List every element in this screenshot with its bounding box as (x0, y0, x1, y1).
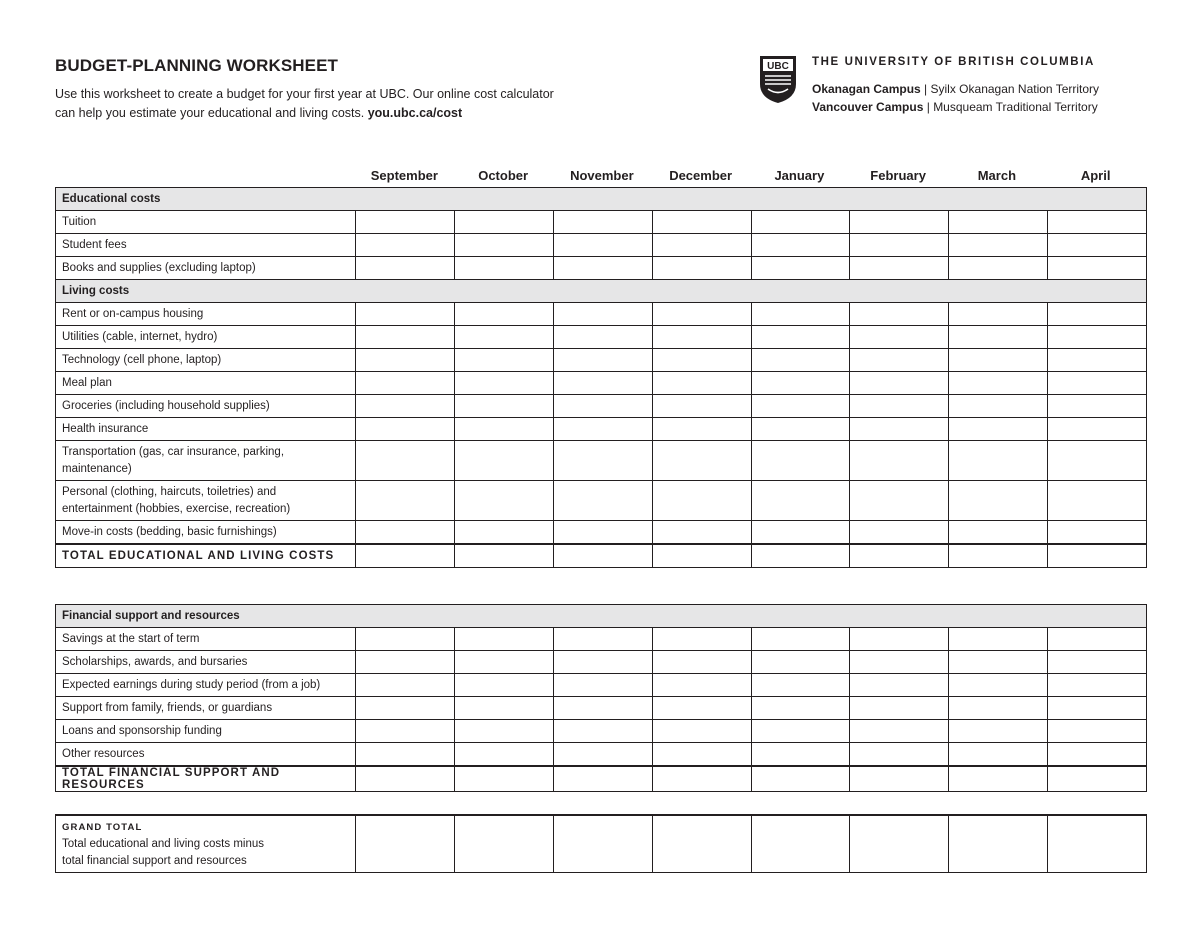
grand-total-row (56, 815, 1147, 873)
month-cell[interactable] (850, 372, 949, 395)
total-costs-label: TOTAL EDUCATIONAL AND LIVING COSTS (56, 544, 356, 568)
row-label: Expected earnings during study period (from a job) (56, 674, 356, 697)
table-row (56, 395, 1147, 418)
row-label: Scholarships, awards, and bursaries (56, 651, 356, 674)
month-cell[interactable] (949, 234, 1048, 257)
month-cell[interactable] (751, 211, 850, 234)
row-label: Loans and sponsorship funding (56, 720, 356, 743)
month-cell[interactable] (553, 521, 652, 545)
okanagan-campus-name: Okanagan Campus (812, 82, 921, 96)
month-cell[interactable] (454, 481, 553, 521)
month-cell[interactable] (949, 211, 1048, 234)
grand-total-desc-2: total financial support and resources (62, 854, 247, 867)
month-cell[interactable] (652, 211, 751, 234)
month-cell[interactable] (652, 257, 751, 280)
month-cell[interactable] (553, 211, 652, 234)
month-cell[interactable] (1048, 211, 1147, 234)
month-cell[interactable] (652, 766, 751, 792)
month-cell[interactable] (850, 349, 949, 372)
month-cell[interactable] (850, 720, 949, 743)
table-row (56, 674, 1147, 697)
month-cell[interactable] (454, 234, 553, 257)
month-cell[interactable] (356, 743, 455, 767)
costs-table (55, 187, 1147, 568)
month-cell[interactable] (751, 257, 850, 280)
month-cell[interactable] (751, 674, 850, 697)
month-cell[interactable] (1048, 697, 1147, 720)
month-header-row (355, 168, 1145, 188)
month-header: March (977, 168, 1017, 183)
month-cell[interactable] (1048, 481, 1147, 521)
month-cell[interactable] (751, 815, 850, 873)
total-row (56, 544, 1147, 568)
month-header: December (669, 168, 733, 183)
row-label: Transportation (gas, car insurance, parking, maintenance) (56, 441, 356, 481)
month-cell[interactable] (949, 628, 1048, 651)
table-row (56, 234, 1147, 257)
table-row (56, 697, 1147, 720)
month-cell[interactable] (652, 743, 751, 767)
month-cell[interactable] (356, 326, 455, 349)
grand-total-label-cell (56, 815, 356, 873)
month-cell[interactable] (652, 521, 751, 545)
month-cell[interactable] (1048, 521, 1147, 545)
month-cell[interactable] (1048, 720, 1147, 743)
month-cell[interactable] (356, 720, 455, 743)
month-cell[interactable] (949, 257, 1048, 280)
month-cell[interactable] (356, 234, 455, 257)
vancouver-campus-line (812, 100, 1098, 114)
month-cell[interactable] (751, 628, 850, 651)
month-cell[interactable] (553, 326, 652, 349)
month-cell[interactable] (751, 697, 850, 720)
month-cell[interactable] (454, 372, 553, 395)
month-cell[interactable] (553, 395, 652, 418)
table-row (56, 720, 1147, 743)
month-cell[interactable] (553, 441, 652, 481)
month-cell[interactable] (1048, 257, 1147, 280)
table-row (56, 211, 1147, 234)
month-cell[interactable] (652, 234, 751, 257)
month-cell[interactable] (356, 418, 455, 441)
month-header: February (870, 168, 926, 183)
okanagan-campus-line (812, 82, 1099, 96)
month-cell[interactable] (553, 674, 652, 697)
month-cell[interactable] (1048, 628, 1147, 651)
month-cell[interactable] (1048, 372, 1147, 395)
row-label: Move-in costs (bedding, basic furnishings) (56, 521, 356, 545)
month-cell[interactable] (949, 349, 1048, 372)
okanagan-territory: Syilx Okanagan Nation Territory (930, 82, 1100, 96)
intro-line-1: Use this worksheet to create a budget for your first year at UBC. Our online cost calculator (55, 87, 554, 101)
month-cell[interactable] (850, 766, 949, 792)
month-cell[interactable] (751, 743, 850, 767)
month-cell[interactable] (850, 674, 949, 697)
row-label: Student fees (56, 234, 356, 257)
row-label: Personal (clothing, haircuts, toiletries) and entertainment (hobbies, exercise, recreation) (56, 481, 356, 521)
month-cell[interactable] (553, 349, 652, 372)
month-cell[interactable] (652, 674, 751, 697)
table-row (56, 372, 1147, 395)
table-row (56, 651, 1147, 674)
month-cell[interactable] (356, 651, 455, 674)
month-cell[interactable] (850, 697, 949, 720)
month-cell[interactable] (652, 544, 751, 568)
month-cell[interactable] (652, 651, 751, 674)
month-cell[interactable] (850, 257, 949, 280)
cost-calculator-link[interactable]: you.ubc.ca/cost (367, 106, 463, 120)
month-cell[interactable] (949, 651, 1048, 674)
month-cell[interactable] (850, 326, 949, 349)
month-cell[interactable] (850, 418, 949, 441)
month-cell[interactable] (652, 349, 751, 372)
month-cell[interactable] (652, 815, 751, 873)
month-cell[interactable] (652, 303, 751, 326)
month-cell[interactable] (454, 628, 553, 651)
month-cell[interactable] (751, 349, 850, 372)
month-cell[interactable] (1048, 766, 1147, 792)
month-cell[interactable] (356, 395, 455, 418)
month-cell[interactable] (751, 544, 850, 568)
month-cell[interactable] (949, 544, 1048, 568)
month-cell[interactable] (454, 674, 553, 697)
month-cell[interactable] (652, 418, 751, 441)
month-cell[interactable] (949, 521, 1048, 545)
ubc-brand-block (758, 54, 1158, 114)
month-cell[interactable] (751, 651, 850, 674)
row-label: Tuition (56, 211, 356, 234)
grand-total-table (55, 814, 1147, 873)
month-cell[interactable] (949, 674, 1048, 697)
month-cell[interactable] (850, 303, 949, 326)
month-cell[interactable] (1048, 303, 1147, 326)
month-cell[interactable] (949, 481, 1048, 521)
month-cell[interactable] (454, 815, 553, 873)
row-label: Groceries (including household supplies) (56, 395, 356, 418)
month-cell[interactable] (652, 697, 751, 720)
month-cell[interactable] (454, 326, 553, 349)
month-cell[interactable] (454, 303, 553, 326)
month-cell[interactable] (1048, 234, 1147, 257)
financial-support-table (55, 604, 1147, 792)
grand-total-label: GRAND TOTAL (62, 821, 143, 833)
campus-separator: | (926, 100, 930, 114)
month-cell[interactable] (356, 521, 455, 545)
month-cell[interactable] (553, 651, 652, 674)
intro-text (55, 85, 655, 123)
month-cell[interactable] (356, 372, 455, 395)
month-cell[interactable] (1048, 326, 1147, 349)
month-cell[interactable] (454, 697, 553, 720)
month-cell[interactable] (356, 441, 455, 481)
month-header: October (478, 168, 529, 183)
month-cell[interactable] (949, 326, 1048, 349)
month-cell[interactable] (850, 544, 949, 568)
logo-text: UBC (767, 61, 789, 72)
month-cell[interactable] (454, 211, 553, 234)
month-cell[interactable] (652, 720, 751, 743)
month-cell[interactable] (454, 349, 553, 372)
month-cell[interactable] (356, 481, 455, 521)
month-cell[interactable] (751, 418, 850, 441)
month-header: November (570, 168, 634, 183)
month-cell[interactable] (751, 372, 850, 395)
month-cell[interactable] (454, 720, 553, 743)
month-cell[interactable] (454, 257, 553, 280)
month-cell[interactable] (356, 544, 455, 568)
row-label: Savings at the start of term (56, 628, 356, 651)
month-cell[interactable] (949, 720, 1048, 743)
month-cell[interactable] (454, 651, 553, 674)
campus-separator: | (924, 82, 928, 96)
month-cell[interactable] (850, 628, 949, 651)
month-cell[interactable] (850, 441, 949, 481)
table-row (56, 326, 1147, 349)
vancouver-territory: Musqueam Traditional Territory (933, 100, 1098, 114)
row-label: Support from family, friends, or guardians (56, 697, 356, 720)
month-cell[interactable] (553, 743, 652, 767)
month-header: September (370, 168, 438, 183)
month-cell[interactable] (652, 326, 751, 349)
month-cell[interactable] (652, 441, 751, 481)
table-row (56, 349, 1147, 372)
month-cell[interactable] (850, 234, 949, 257)
row-label: Health insurance (56, 418, 356, 441)
month-cell[interactable] (454, 441, 553, 481)
month-cell[interactable] (553, 766, 652, 792)
table-row (56, 257, 1147, 280)
month-cell[interactable] (1048, 743, 1147, 767)
month-cell[interactable] (454, 395, 553, 418)
month-cell[interactable] (1048, 815, 1147, 873)
month-cell[interactable] (553, 257, 652, 280)
intro-line-2: can help you estimate your educational and living costs. (55, 106, 365, 120)
month-cell[interactable] (454, 544, 553, 568)
month-cell[interactable] (949, 372, 1048, 395)
month-cell[interactable] (356, 815, 455, 873)
month-cell[interactable] (553, 418, 652, 441)
month-cell[interactable] (356, 211, 455, 234)
month-cell[interactable] (454, 521, 553, 545)
month-cell[interactable] (553, 481, 652, 521)
month-cell[interactable] (1048, 395, 1147, 418)
month-cell[interactable] (751, 766, 850, 792)
month-cell[interactable] (454, 743, 553, 767)
table-row (56, 743, 1147, 767)
row-label: Other resources (56, 743, 356, 767)
month-cell[interactable] (949, 815, 1048, 873)
month-cell[interactable] (949, 697, 1048, 720)
month-cell[interactable] (553, 303, 652, 326)
vancouver-campus-name: Vancouver Campus (812, 100, 924, 114)
month-cell[interactable] (356, 349, 455, 372)
university-name: THE UNIVERSITY OF BRITISH COLUMBIA (812, 56, 1095, 68)
month-cell[interactable] (356, 303, 455, 326)
month-cell[interactable] (652, 628, 751, 651)
month-cell[interactable] (1048, 441, 1147, 481)
table-row (56, 303, 1147, 326)
month-cell[interactable] (751, 326, 850, 349)
month-cell[interactable] (751, 395, 850, 418)
row-label: Utilities (cable, internet, hydro) (56, 326, 356, 349)
month-cell[interactable] (553, 720, 652, 743)
month-cell[interactable] (751, 303, 850, 326)
month-cell[interactable] (850, 211, 949, 234)
table-row (56, 418, 1147, 441)
month-cell[interactable] (652, 372, 751, 395)
month-cell[interactable] (652, 481, 751, 521)
month-cell[interactable] (751, 234, 850, 257)
month-cell[interactable] (949, 395, 1048, 418)
month-cell[interactable] (949, 743, 1048, 767)
month-cell[interactable] (553, 815, 652, 873)
month-cell[interactable] (553, 697, 652, 720)
table-row (56, 481, 1147, 521)
month-cell[interactable] (751, 441, 850, 481)
month-cell[interactable] (1048, 651, 1147, 674)
month-cell[interactable] (652, 395, 751, 418)
month-cell[interactable] (356, 257, 455, 280)
month-cell[interactable] (850, 815, 949, 873)
section-heading-living: Living costs (56, 280, 1147, 303)
month-cell[interactable] (850, 651, 949, 674)
grand-total-desc-1: Total educational and living costs minus (62, 837, 265, 850)
month-cell[interactable] (553, 372, 652, 395)
row-label: Books and supplies (excluding laptop) (56, 257, 356, 280)
month-cell[interactable] (356, 628, 455, 651)
month-cell[interactable] (751, 720, 850, 743)
month-cell[interactable] (949, 418, 1048, 441)
month-cell[interactable] (751, 481, 850, 521)
month-cell[interactable] (1048, 544, 1147, 568)
month-cell[interactable] (1048, 349, 1147, 372)
section-heading-educational: Educational costs (56, 188, 1147, 211)
month-cell[interactable] (356, 697, 455, 720)
month-cell[interactable] (850, 521, 949, 545)
month-header: April (1080, 168, 1111, 183)
ubc-crest-logo (758, 54, 798, 104)
month-cell[interactable] (850, 395, 949, 418)
month-cell[interactable] (1048, 674, 1147, 697)
row-label: Meal plan (56, 372, 356, 395)
worksheet-title: BUDGET-PLANNING WORKSHEET (55, 56, 338, 75)
total-row (56, 766, 1147, 792)
month-cell[interactable] (553, 234, 652, 257)
month-cell[interactable] (454, 766, 553, 792)
month-cell[interactable] (1048, 418, 1147, 441)
month-cell[interactable] (949, 441, 1048, 481)
month-cell[interactable] (850, 743, 949, 767)
table-row (56, 628, 1147, 651)
month-cell[interactable] (356, 766, 455, 792)
row-label: Technology (cell phone, laptop) (56, 349, 356, 372)
month-cell[interactable] (949, 303, 1048, 326)
month-cell[interactable] (454, 418, 553, 441)
month-cell[interactable] (850, 481, 949, 521)
month-header: January (774, 168, 825, 183)
month-cell[interactable] (553, 544, 652, 568)
table-row (56, 521, 1147, 545)
month-cell[interactable] (553, 628, 652, 651)
month-cell[interactable] (751, 521, 850, 545)
table-row (56, 441, 1147, 481)
month-cell[interactable] (949, 766, 1048, 792)
row-label: Rent or on-campus housing (56, 303, 356, 326)
section-heading-financial: Financial support and resources (56, 605, 1147, 628)
total-support-label: TOTAL FINANCIAL SUPPORT AND RESOURCES (56, 766, 356, 792)
month-cell[interactable] (356, 674, 455, 697)
